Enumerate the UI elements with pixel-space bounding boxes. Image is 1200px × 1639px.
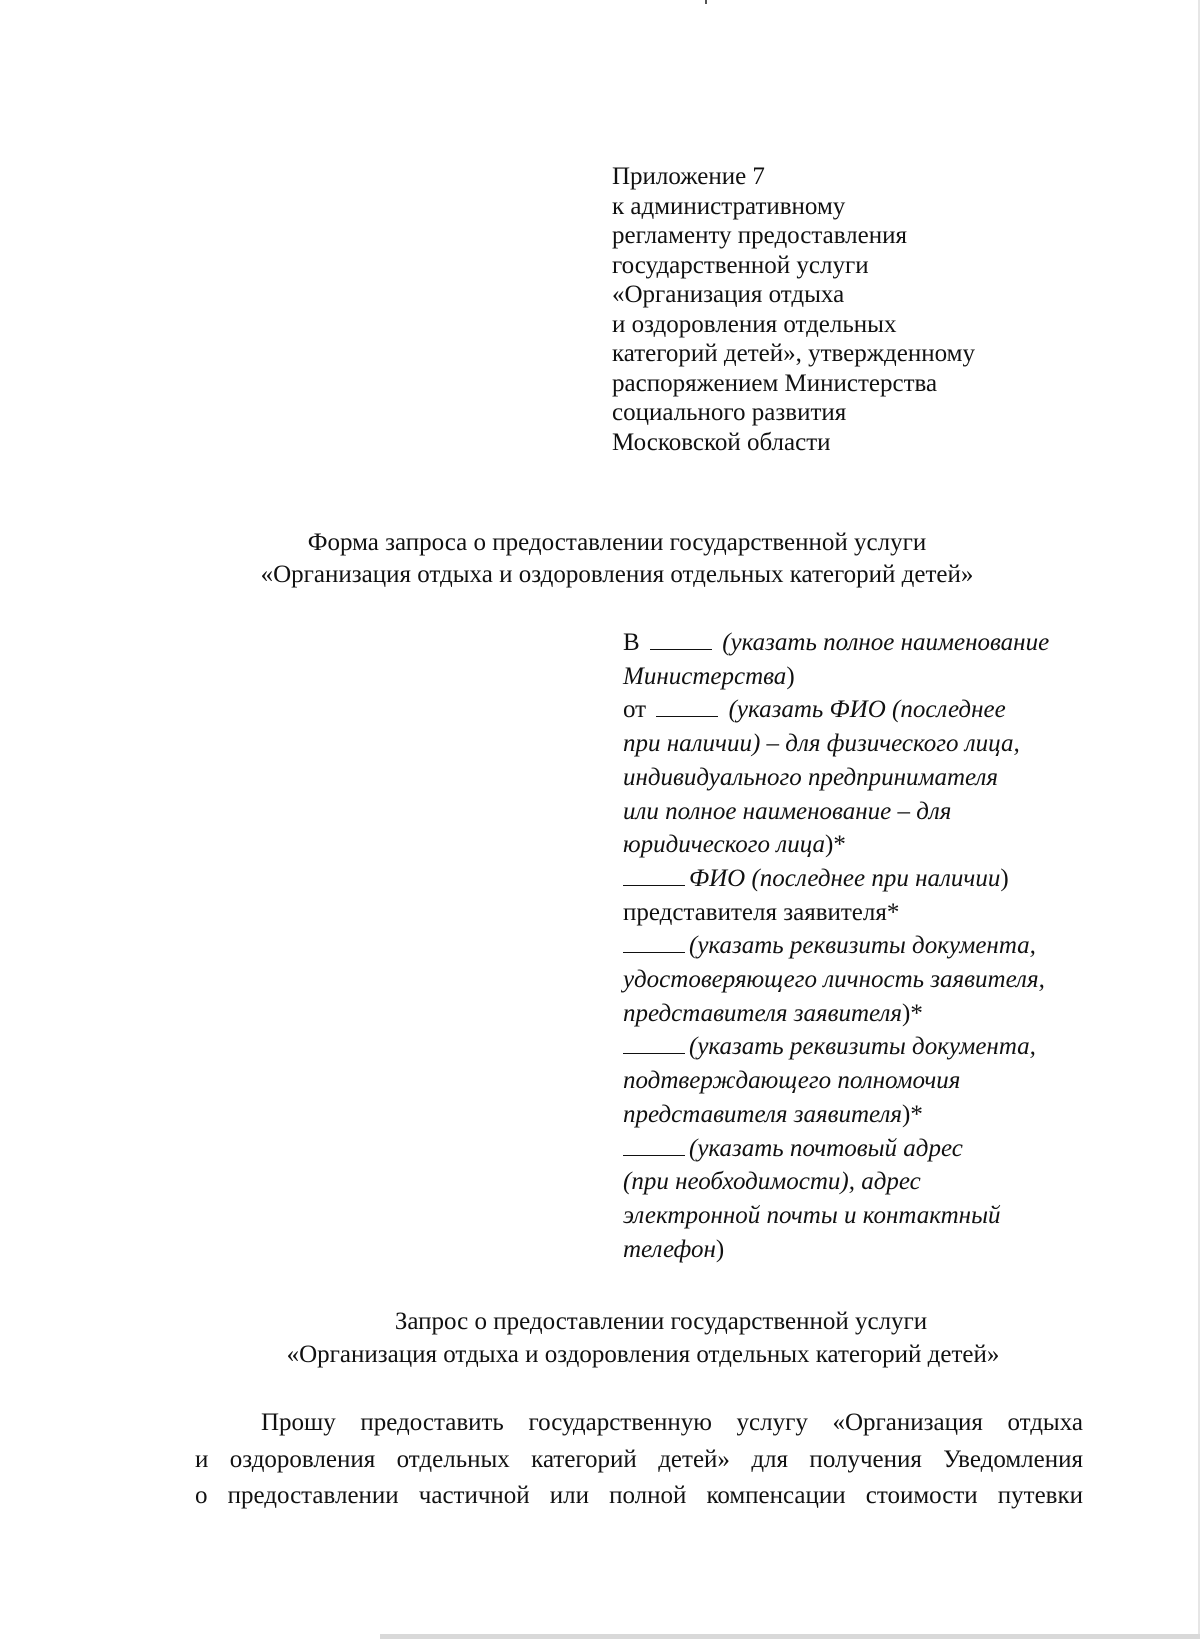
addressee-hint: (указать полное наименование: [722, 629, 1050, 656]
addressee-hint: представителя заявителя: [623, 1100, 903, 1128]
addressee-line: подтверждающего полномочия: [623, 1067, 961, 1095]
body-line: Прошу предоставить государственную услугу «Организация отдыха: [261, 1409, 1083, 1436]
addressee-hint: (указать реквизиты документа,: [689, 932, 1036, 960]
appendix-line: категорий детей», утвержденному: [612, 340, 975, 367]
fill-in-blank: [623, 865, 685, 886]
request-title-line: «Организация отдыха и оздоровления отдельных категорий детей»: [286, 1341, 1000, 1368]
addressee-tail: ): [786, 662, 795, 690]
appendix-header: [612, 162, 1052, 457]
fill-in-blank: [623, 1135, 685, 1156]
addressee-hint: ФИО (последнее при наличии: [689, 864, 1001, 892]
addressee-hint: (указать почтовый адрес: [689, 1134, 963, 1162]
addressee-block: [623, 626, 1093, 1266]
appendix-line: регламенту предоставления: [612, 222, 908, 249]
fill-in-blank: [650, 629, 712, 650]
body-line: о предоставлении частичной или полной компенсации стоимости путевки: [195, 1482, 1083, 1509]
addressee-line: [623, 626, 1093, 660]
addressee-line: [623, 862, 1093, 896]
addressee-line: при наличии) – для физического лица,: [623, 730, 1020, 758]
appendix-line: Московской области: [612, 428, 831, 456]
appendix-line: социального развития: [612, 399, 847, 426]
appendix-line: Приложение 7: [612, 163, 765, 190]
addressee-tail: )*: [902, 999, 923, 1027]
addressee-line: индивидуального предпринимателя: [623, 763, 999, 791]
addressee-line: (при необходимости), адрес: [623, 1168, 921, 1196]
fill-in-blank: [623, 932, 685, 953]
addressee-line: [623, 929, 1093, 963]
form-title-line: «Организация отдыха и оздоровления отдельных категорий детей»: [260, 561, 974, 588]
addressee-hint: Министерства: [623, 662, 787, 690]
request-title-line: Запрос о предоставлении государственной услуги: [394, 1308, 928, 1335]
form-title-line: Форма запроса о предоставлении государственной услуги: [307, 529, 927, 556]
appendix-line: «Организация отдыха: [612, 281, 845, 308]
addressee-tail: )*: [825, 831, 846, 859]
addressee-line: удостоверяющего личность заявителя,: [623, 966, 1045, 994]
appendix-line: к административному: [612, 192, 846, 220]
addressee-line: или полное наименование – для: [623, 797, 952, 825]
addressee-line: [623, 828, 1093, 862]
addressee-line: [623, 1098, 1093, 1132]
appendix-line: государственной услуги: [612, 251, 869, 279]
body-line: и оздоровления отдельных категорий детей» для получения Уведомления: [195, 1445, 1083, 1473]
addressee-tail: ): [715, 1235, 725, 1263]
addressee-line: [623, 1030, 1093, 1064]
request-body: [195, 1405, 1083, 1515]
addressee-line: [623, 693, 1093, 727]
request-title: [0, 1305, 1200, 1371]
addressee-line: электронной почты и контактный: [623, 1201, 1001, 1229]
addressee-tail: ): [1000, 864, 1009, 892]
scan-artifact: [705, 0, 707, 4]
addressee-hint: телефон: [623, 1235, 716, 1263]
addressee-hint: юридического лица: [623, 831, 826, 859]
addressee-tail: )*: [902, 1100, 923, 1128]
form-title: [0, 527, 1200, 591]
appendix-line: распоряжением Министерства: [612, 369, 938, 397]
addressee-line: [623, 1233, 1093, 1267]
fill-in-blank: [656, 696, 718, 717]
scan-edge: [380, 1634, 1200, 1639]
addressee-hint: (указать реквизиты документа,: [689, 1033, 1036, 1061]
fill-in-blank: [623, 1033, 685, 1054]
addressee-line: [623, 660, 1093, 694]
addressee-hint: представителя заявителя: [623, 999, 903, 1027]
addressee-line: представителя заявителя*: [623, 898, 900, 926]
addressee-line: [623, 1132, 1093, 1166]
addressee-hint: (указать ФИО (последнее: [728, 696, 1006, 724]
addressee-line: [623, 997, 1093, 1031]
addressee-prefix: от: [623, 696, 647, 724]
appendix-line: и оздоровления отдельных: [612, 310, 897, 338]
addressee-prefix: В: [623, 629, 640, 656]
